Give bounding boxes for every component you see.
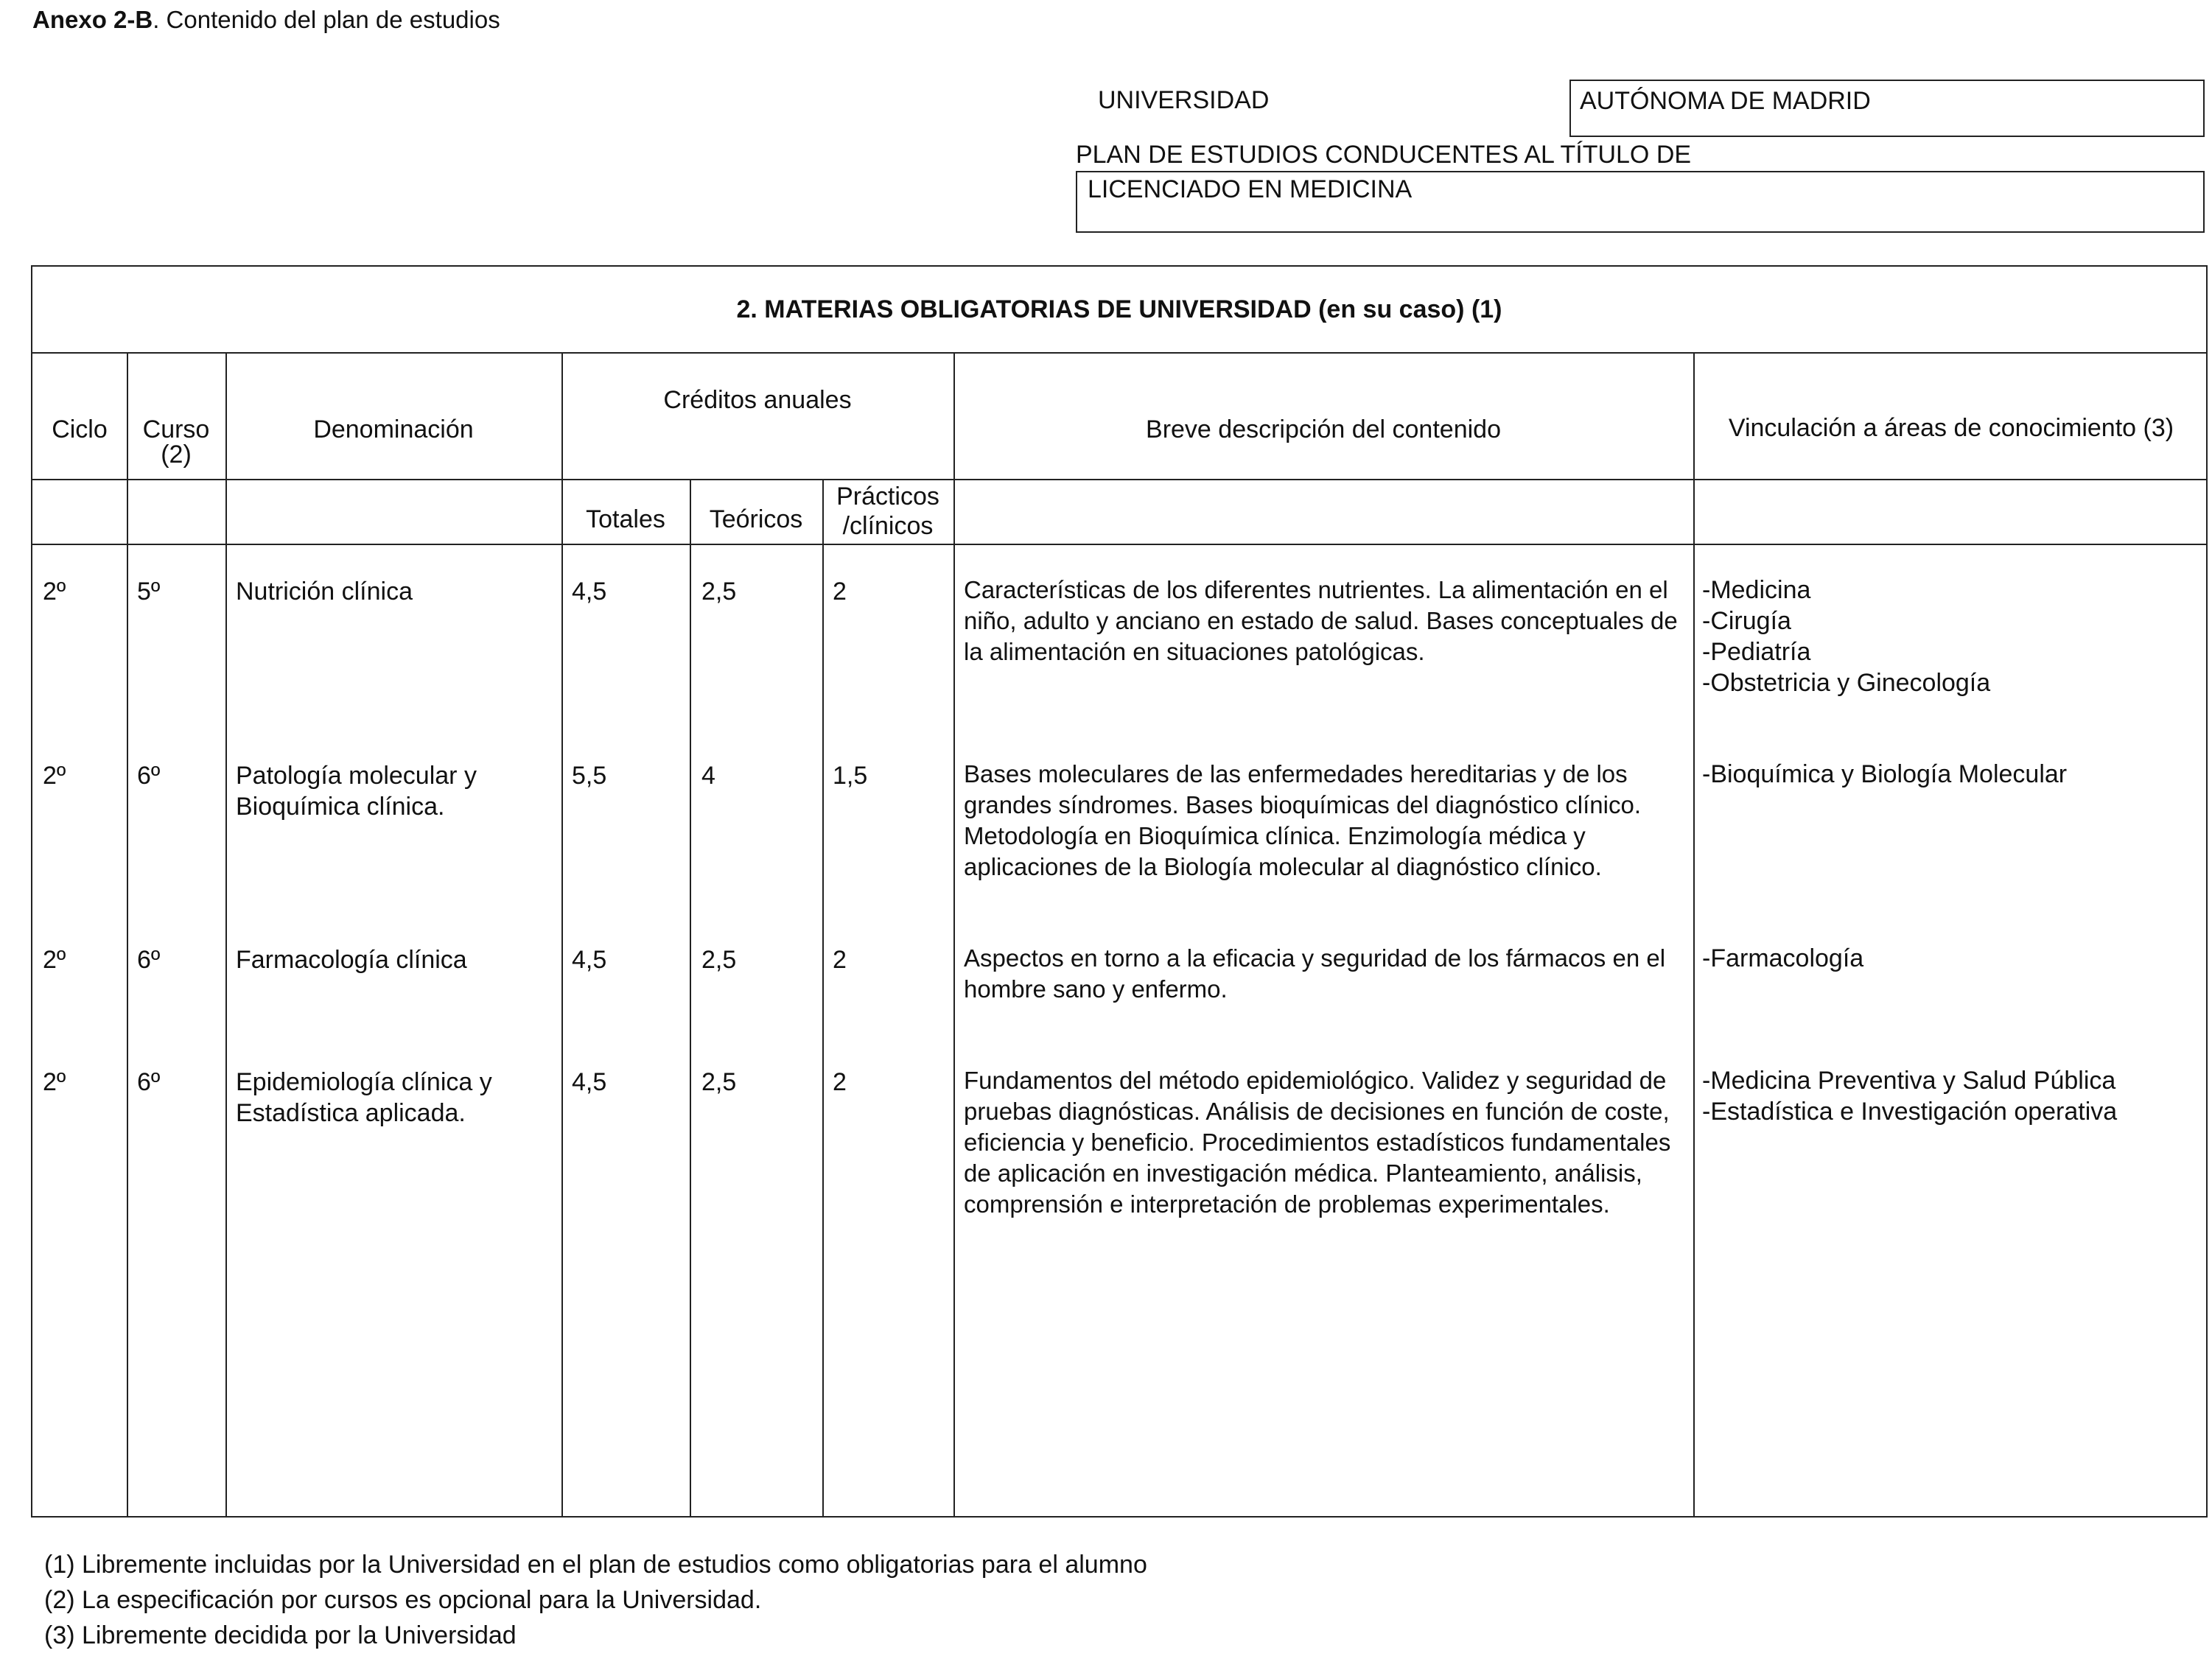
header-practicos (822, 482, 953, 541)
row-3-teoricos: 2,5 (701, 946, 737, 974)
university-label: UNIVERSIDAD (1098, 86, 1270, 114)
subjects-table (31, 265, 2208, 1518)
header-ciclo: Ciclo (52, 415, 108, 443)
row-1-totales: 4,5 (572, 578, 607, 606)
row-2-ciclo: 2º (43, 762, 66, 790)
row-2-denominacion: Patología molecular y Bioquímica clínica. (236, 762, 477, 821)
footnote-1: (1) Libremente incluidas por la Universidad en el plan de estudios como obligatorias para el alumno (44, 1551, 1147, 1579)
row-4-descripcion: Fundamentos del método epidemiológico. Validez y seguridad de pruebas diagnósticas. Análisis de decisiones en función de coste, eficiencia y beneficio. Procedimientos estadísticos fundamentales de aplicación en investigación médica. Planteamiento, análisis, comprensión e interpretación de problemas experimentales. (964, 1067, 1671, 1218)
row-4-area-item: -Medicina Preventiva y Salud Pública (1702, 1067, 2116, 1095)
row-3-area-item: -Farmacología (1702, 944, 1864, 972)
header-denominacion: Denominación (313, 415, 474, 443)
header-descripcion: Breve descripción del contenido (1146, 415, 1501, 443)
row-4-totales: 4,5 (572, 1068, 607, 1096)
row-1-area-item: -Cirugía (1702, 607, 1791, 635)
row-1-area-item: -Medicina (1702, 576, 1811, 604)
row-2-teoricos: 4 (701, 762, 715, 790)
row-4-area-item: -Estadística e Investigación operativa (1702, 1098, 2118, 1126)
row-3-practicos: 2 (833, 946, 847, 974)
row-3-denominacion: Farmacología clínica (236, 946, 467, 974)
row-2-totales: 5,5 (572, 762, 607, 790)
annex-title-bold: Anexo 2-B (32, 6, 153, 33)
row-4-curso: 6º (137, 1068, 161, 1096)
row-1-descripcion: Características de los diferentes nutrientes. La alimentación en el niño, adulto y anciano en estado de salud. Bases conceptuales de la alimentación en situaciones patológicas. (964, 576, 1678, 665)
degree-title-box: LICENCIADO EN MEDICINA (1076, 171, 2205, 233)
university-value-box: AUTÓNOMA DE MADRID (1569, 80, 2205, 137)
row-2-areas (1702, 759, 2203, 790)
row-4-denominacion: Epidemiología clínica y Estadística aplicada. (236, 1068, 492, 1127)
header-divider (32, 544, 2206, 545)
header-curso: Curso (142, 415, 210, 443)
row-4-teoricos: 2,5 (701, 1068, 737, 1096)
row-2-curso: 6º (137, 762, 161, 790)
row-4-practicos: 2 (833, 1068, 847, 1096)
row-1-areas (1702, 575, 2203, 698)
row-1-area-item: -Pediatría (1702, 638, 1811, 666)
column-divider (1693, 354, 1695, 1516)
table-section-title: 2. MATERIAS OBLIGATORIAS DE UNIVERSIDAD (en su caso) (1) (32, 267, 2206, 354)
header-creditos-anuales: Créditos anuales (663, 386, 852, 414)
header-practicos-line1: Prácticos (836, 483, 939, 511)
row-2-practicos: 1,5 (833, 762, 868, 790)
header-curso-note: (2) (161, 441, 192, 469)
header-totales: Totales (586, 505, 665, 533)
plan-label: PLAN DE ESTUDIOS CONDUCENTES AL TÍTULO DE (1076, 141, 1692, 169)
row-1-teoricos: 2,5 (701, 578, 737, 606)
header-practicos-line2: /clínicos (842, 512, 934, 540)
annex-title (32, 6, 500, 34)
footnote-3: (3) Libremente decidida por la Universidad (44, 1621, 517, 1649)
row-3-descripcion: Aspectos en torno a la eficacia y seguridad de los fármacos en el hombre sano y enfermo. (964, 944, 1666, 1003)
row-1-area-item: -Obstetricia y Ginecología (1702, 669, 1991, 697)
row-1-practicos: 2 (833, 578, 847, 606)
row-3-areas (1702, 943, 2203, 974)
column-divider (822, 479, 824, 1516)
header-divider (32, 479, 2206, 480)
row-3-curso: 6º (137, 946, 161, 974)
row-4-areas (1702, 1065, 2203, 1127)
row-1-denominacion: Nutrición clínica (236, 578, 413, 606)
header-vinculacion: Vinculación a áreas de conocimiento (3) (1728, 414, 2174, 442)
row-2-descripcion: Bases moleculares de las enfermedades hereditarias y de los grandes síndromes. Bases bioquímicas del diagnóstico clínico. Metodología en Bioquímica clínica. Enzimología médica y aplicaciones de la Biología molecular al diagnóstico clínico. (964, 760, 1641, 880)
column-divider (690, 479, 691, 1516)
column-divider (953, 354, 955, 1516)
row-1-curso: 5º (137, 578, 161, 606)
footnote-2: (2) La especificación por cursos es opcional para la Universidad. (44, 1586, 762, 1614)
column-divider (225, 354, 227, 1516)
column-divider (127, 354, 128, 1516)
row-3-totales: 4,5 (572, 946, 607, 974)
row-4-ciclo: 2º (43, 1068, 66, 1096)
row-2-area-item: -Bioquímica y Biología Molecular (1702, 760, 2068, 788)
row-1-ciclo: 2º (43, 578, 66, 606)
footnotes (44, 1547, 1147, 1653)
annex-title-rest: . Contenido del plan de estudios (153, 6, 500, 33)
row-3-ciclo: 2º (43, 946, 66, 974)
header-teoricos: Teóricos (709, 505, 803, 533)
